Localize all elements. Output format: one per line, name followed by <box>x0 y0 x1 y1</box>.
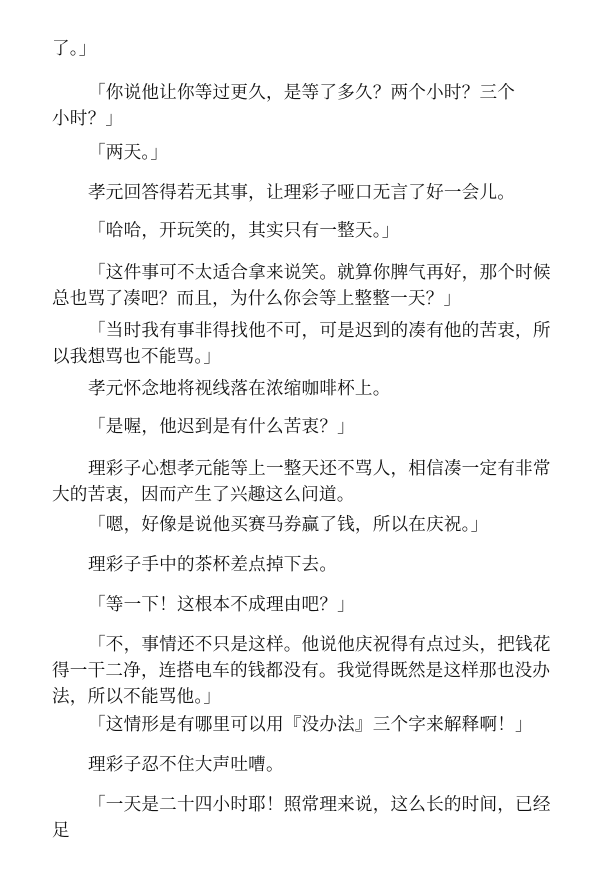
paragraph: 「你说他让你等过更久，是等了多久？两个小时？三个小时？」 <box>52 83 516 129</box>
paragraph: 「哈哈，开玩笑的，其实只有一整天。」 <box>88 221 400 241</box>
paragraph: 孝元怀念地将视线落在浓缩咖啡杯上。 <box>88 379 391 399</box>
paragraph: 「不，事情还不只是这样。他说他庆祝得有点过头，把钱花得一干二净，连搭电车的钱都没有。我觉得既然是这样那也没办法，所以不能骂他。」 <box>52 635 551 707</box>
paragraph: 「这情形是有哪里可以用『没办法』三个字来解释啊！」 <box>88 715 533 735</box>
paragraph: 「两天。」 <box>88 143 169 163</box>
paragraph: 「一天是二十四小时耶！照常理来说，这么长的时间，已经足 <box>52 795 551 841</box>
paragraph: 孝元回答得若无其事，让理彩子哑口无言了好一会儿。 <box>88 183 516 203</box>
paragraph: 理彩子忍不住大声吐嘈。 <box>88 755 284 775</box>
paragraph: 理彩子心想孝元能等上一整天还不骂人，相信凑一定有非常大的苦衷，因而产生了兴趣这么问道。 <box>52 459 551 505</box>
paragraph: 理彩子手中的茶杯差点掉下去。 <box>88 555 338 575</box>
paragraph: 「当时我有事非得找他不可，可是迟到的凑有他的苦衷，所以我想骂也不能骂。」 <box>52 321 551 367</box>
paragraph: 「是喔，他迟到是有什么苦衷？」 <box>88 417 355 437</box>
paragraph: 了。」 <box>52 39 97 59</box>
paragraph: 「嗯，好像是说他买赛马券赢了钱，所以在庆祝。」 <box>88 515 489 535</box>
paragraph: 「等一下！这根本不成理由吧？」 <box>88 595 355 615</box>
paragraph: 「这件事可不太适合拿来说笑。就算你脾气再好，那个时候总也骂了凑吧？而且，为什么你会等上整整一天？」 <box>52 263 551 309</box>
